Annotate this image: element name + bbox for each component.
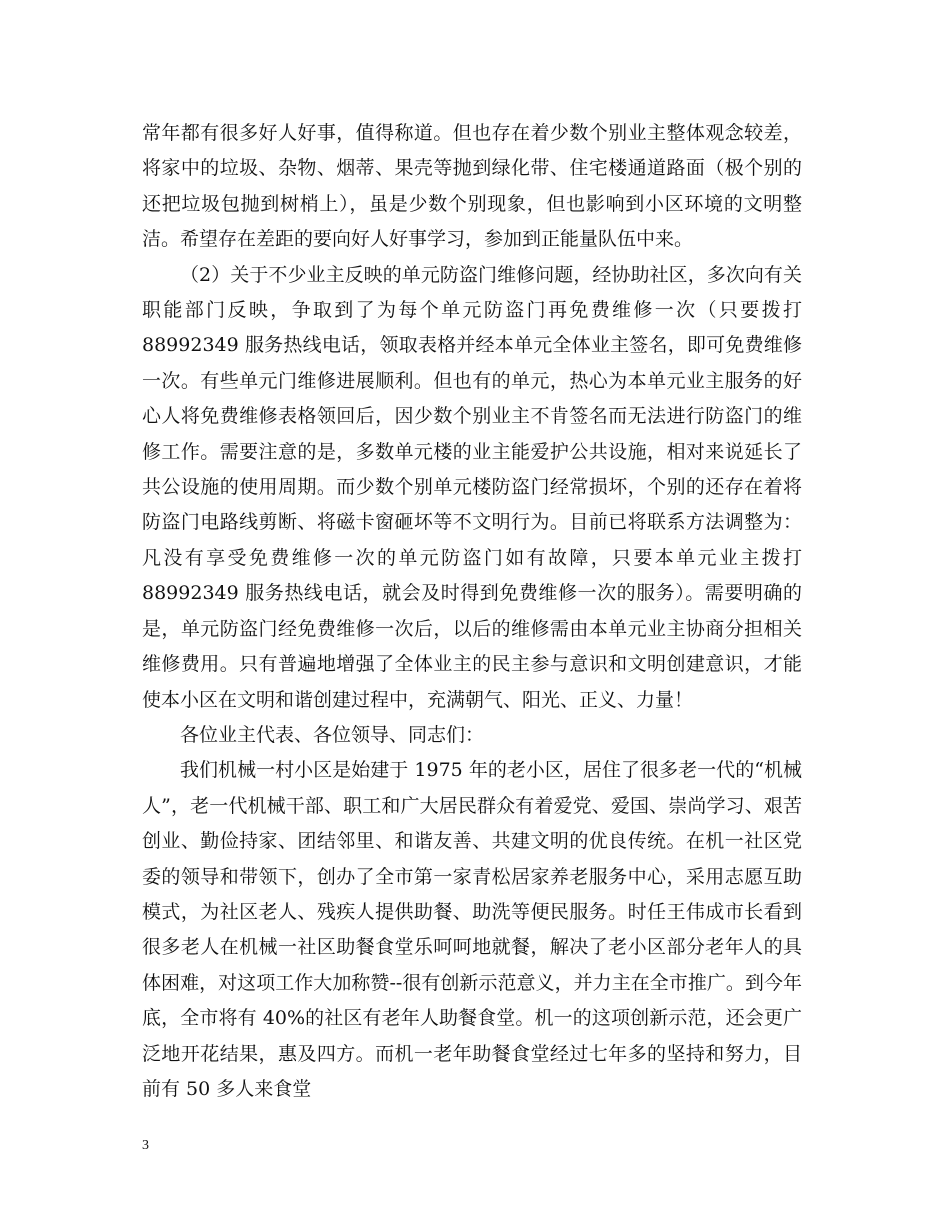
paragraph-greeting: 各位业主代表、各位领导、同志们： [180, 723, 485, 746]
paragraph-community-history: 我们机械一村小区是始建于 1975 年的老小区，居住了很多老一代的“机械人”，老一代机械干部、职工和广大居民群众有着爱党、爱国、崇尚学习、艰苦创业、勤俭持家、团结邻里、和谐友善、共建文明的优良传统。在机一社区党委的领导和带领下，创办了全市第一家青松居家养老服务中心，采用志愿互助模式，为社区老人、残疾人提供助餐、助洗等便民服务。时任王伟成市长看到很多老人在机械一社区助餐食堂乐呵呵地就餐，解决了老小区部分老年人的具体困难，对这项工作大加称赞--很有创新示范意义，并力主在全市推广。到今年底，全市将有 40%的社区有老年人助餐食堂。机一的这项创新示范，还会更广泛地开花结果，惠及四方。而机一老年助餐食堂经过七年多的坚持和努力，目前有 50 多人来食堂 [142, 759, 802, 1100]
body-text [142, 116, 802, 1107]
page-number: 3 [142, 1138, 149, 1153]
paragraph-security-door: （2）关于不少业主反映的单元防盗门维修问题，经协助社区，多次向有关职能部门反映，争取到了为每个单元防盗门再免费维修一次（只要拨打 88992349 服务热线电话，领取表格并经本单元全体业主签名，即可免费维修一次。有些单元门维修进展顺利。但也有的单元，热心为本单元业主服务的好心人将免费维修表格领回后，因少数个别业主不肯签名而无法进行防盗门的维修工作。需要注意的是，多数单元楼的业主能爱护公共设施，相对来说延长了共公设施的使用周期。而少数个别单元楼防盗门经常损坏，个别的还存在着将防盗门电路线剪断、将磁卡窗砸坏等不文明行为。目前已将联系方法调整为：凡没有享受免费维修一次的单元防盗门如有故障，只要本单元业主拨打 88992349 服务热线电话，就会及时得到免费维修一次的服务）。需要明确的是，单元防盗门经免费维修一次后，以后的维修需由本单元业主协商分担相关维修费用。只有普遍地增强了全体业主的民主参与意识和文明创建意识，才能使本小区在文明和谐创建过程中，充满朝气、阳光、正义、力量！ [142, 263, 802, 711]
paragraph-environment: 常年都有很多好人好事，值得称道。但也存在着少数个别业主整体观念较差，将家中的垃圾、杂物、烟蒂、果壳等抛到绿化带、住宅楼通道路面（极个别的还把垃圾包抛到树梢上），虽是少数个别现象，但也影响到小区环境的文明整洁。希望存在差距的要向好人好事学习，参加到正能量队伍中来。 [142, 122, 802, 251]
